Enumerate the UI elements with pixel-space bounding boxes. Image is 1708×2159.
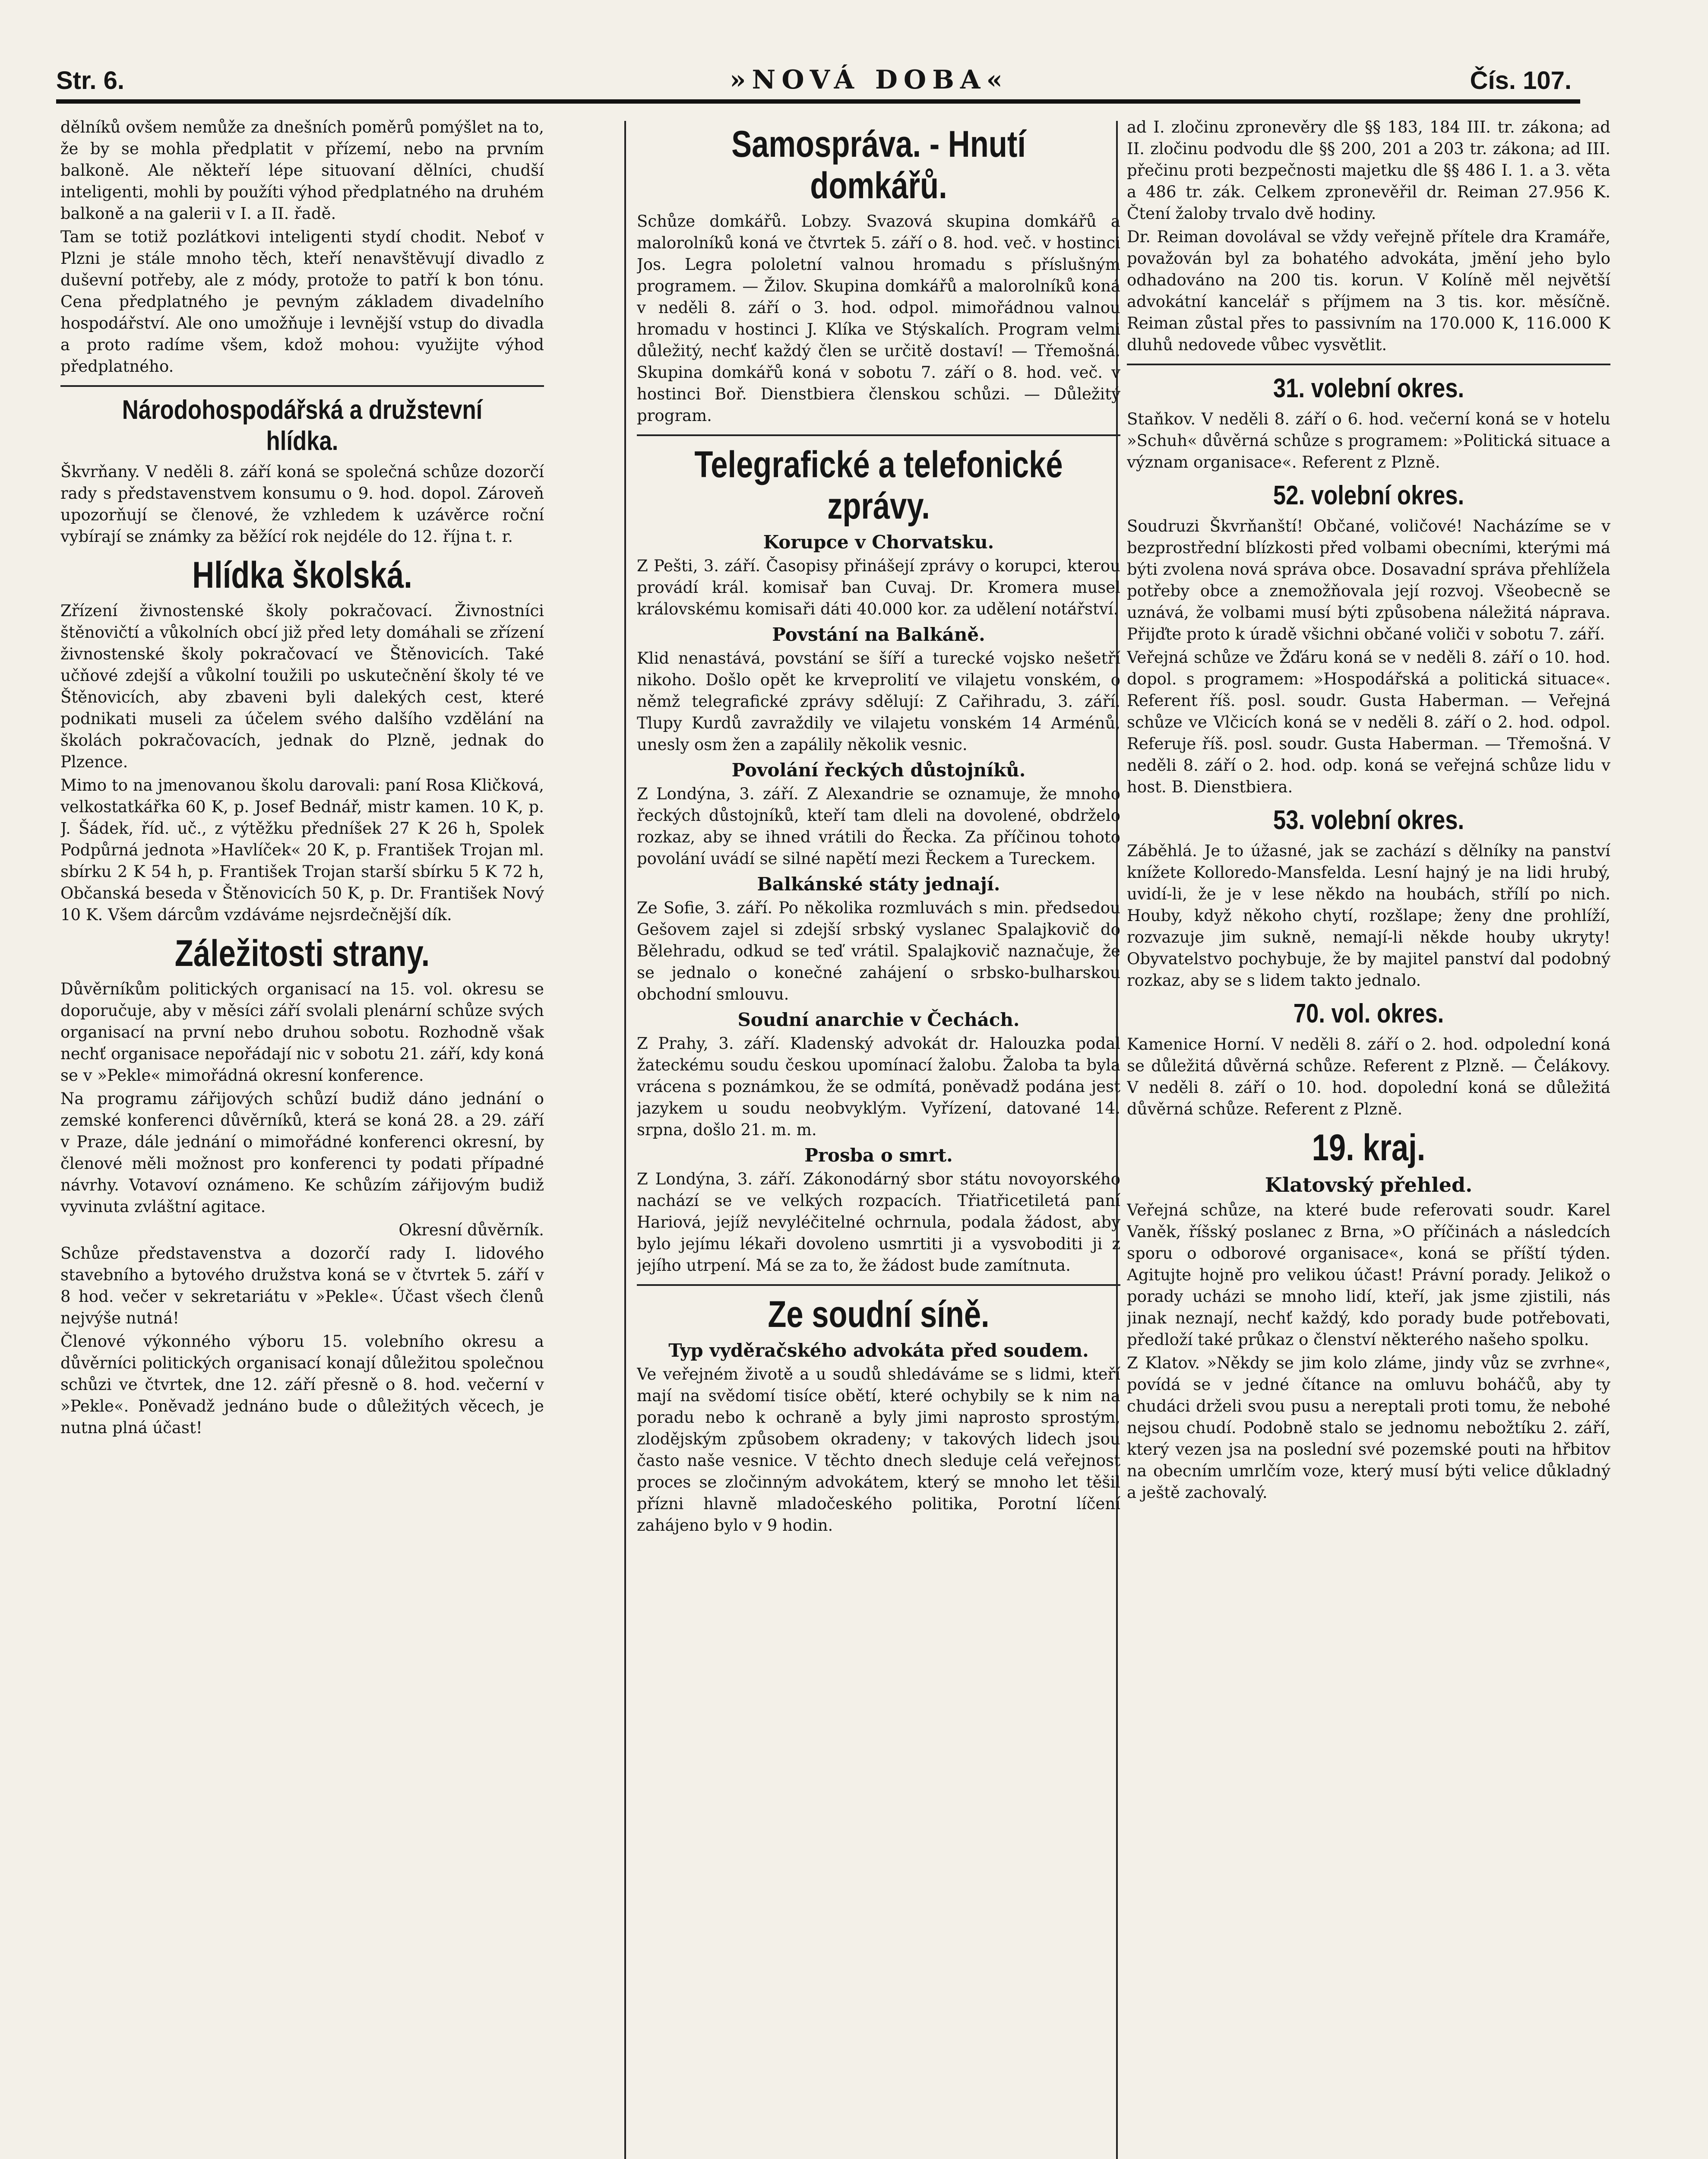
- article-skol: Zřízení živnostenské školy pokračovací. Živnostníci štěnovičtí a vůkolních obcí již před lety domáhali se zřízení živnostenské školy pokračovací ve Štěnovicích. Také učňové zdejší a vůkolní toužili po uskutečnění školy té ve Štěnovicích, aby zbaveni byli dalekých cest, které podnikati museli za účelem svého dalšího vzdělání na školách pokračovacích, jednak do Plzně, jednak do Plzence.: [60, 601, 544, 771]
- divider: [637, 1284, 1120, 1286]
- article-top: ad I. zločinu zpronevěry dle §§ 183, 184 III. tr. zákona; ad II. zločinu podvodu dle §§ 200, 201 a 203 tr. zákona; ad III. přečinu proti bezpečnosti majetku dle §§ 486 I. 1. a 3. věta a 486 tr. zák. Celkem zpronevěřil dr. Reiman 27.956 K. Čtení žaloby trvalo dvě hodiny.: [1127, 118, 1610, 223]
- subheading-smrt: Prosba o smrt.: [804, 1145, 953, 1166]
- page-number: Str. 6.: [56, 66, 124, 95]
- article-strany-4: Členové výkonného výboru 15. volebního okresu a důvěrníci politických organisací konají důležitou společnou schůzi ve čtvrtek, dne 12. září přesně o 8. hod. večerní v »Pekle«. Poněvadž jednáno bude o důležitých věcech, je nutna plná účast!: [60, 1332, 544, 1437]
- heading-19-kraj: 19. kraj.: [1312, 1127, 1426, 1168]
- article-okres-31: Staňkov. V neděli 8. září o 6. hod. večerní koná se v hotelu »Schuh« důvěrná schůze s programem: »Politická situace a význam organisace«. Referent z Plzně.: [1127, 410, 1610, 472]
- subheading-povolani: Povolání řeckých důstojníků.: [731, 760, 1026, 781]
- divider: [637, 434, 1120, 436]
- masthead: [56, 60, 1580, 104]
- article-intro-2: Tam se totiž pozlátkovi inteligenti stydí chodit. Neboť v Plzni je stále mnoho těch, kteří nenavštěvují divadlo z duševní potřeby, ale z módy, protože to patří k bon tónu. Cena předplatného je pevným základem divadelního hospodářství. Ale ono umožňuje i levnější vstup do divadla a proto radíme všem, kdož mohou: využijte výhod předplatného.: [60, 228, 544, 376]
- heading-soudni-sine: Ze soudní síně.: [768, 1294, 990, 1335]
- article-top-2: Dr. Reiman dovolával se vždy veřejně přítele dra Kramáře, považován byl za bohatého advokáta, jmění jeho bylo odhadováno na 200 tis. korun. V Kolíně měl největší advokátní kancelář s příjmem na 3 tis. kor. měsíčně. Reiman zůstal přes to passivním na 170.000 K, 116.000 K dluhů nedovede vůbec vysvětlit.: [1127, 228, 1610, 354]
- heading-okres-53: 53. volební okres.: [1273, 805, 1464, 835]
- heading-okres-52: 52. volební okres.: [1273, 481, 1464, 510]
- subheading-staty: Balkánské státy jednají.: [757, 874, 1000, 895]
- subheading-balkan: Povstání na Balkáně.: [772, 624, 985, 645]
- column-left: [60, 117, 544, 2159]
- subheading-typ: Typ vyděračského advokáta před soudem.: [668, 1340, 1089, 1361]
- article-soud: Z Prahy, 3. září. Kladenský advokát dr. Halouzka podal žateckému soudu českou upomínací žalobu. Žaloba ta byla vrácena s poznámkou, že se odmítá, poněvadž podána jest jazykem u soudu neobvyklým. Vyřízení, datované 14. srpna, došlo 21. m. m.: [637, 1034, 1120, 1139]
- issue-number: Čís. 107.: [1470, 66, 1572, 95]
- heading-okres-70: 70. vol. okres.: [1293, 999, 1444, 1029]
- article-intro: dělníků ovšem nemůže za dnešních poměrů pomýšlet na to, že by se mohla předplatit v přízemí, nebo na prvním balkoně. Ale někteří lépe situovaní dělníci, chudší inteligenti, mohli by použíti výhod předplatného na druhém balkoně a na galerii v I. a II. řadě.: [60, 118, 544, 223]
- heading-telegraficke: Telegrafické a telefonické zprávy.: [694, 444, 1063, 527]
- article-klat: Veřejná schůze, na které bude referovati soudr. Karel Vaněk, říšský poslanec z Brna, »O příčinách a následcích sporu o odborové organisace«, koná se příští týden. Agitujte hojně pro velikou účast! Právní porady. Jelikož o porady ucházi se mnoho lidí, kteří, jak jsme zjistili, nás jinak neznají, nechť každý, kdo porady bude potřebovati, předloží také průkaz o členství některého našeho spolku.: [1127, 1201, 1610, 1349]
- subheading-korupce: Korupce v Chorvatsku.: [763, 532, 994, 553]
- newspaper-title: »NOVÁ DOBA«: [730, 65, 1009, 95]
- article-klat-2: Z Klatov. »Někdy se jim kolo zláme, jindy vůz se zvrhne«, povídá se v jedné čítance na omluvu boháčů, aby ty chudáci drželi svou pusu a nereptali proti tomu, že nebohé nejsou chudí. Podobně stalo se jednomu nebožtíku 2. září, který vezen jsa na poslední své pozemské pouti na hřbitov na obecním umrlčím voze, který musí býti velice důkladný a ještě zachovalý.: [1127, 1354, 1610, 1502]
- divider: [60, 385, 544, 387]
- subheading-klatovsky: Klatovský přehled.: [1265, 1173, 1473, 1197]
- article-staty: Ze Sofie, 3. září. Po několika rozmluvách s min. předsedou Gešovem zajel si zdejší srbský vyslanec Spalajkovič do Bělehradu, odkud se teď vrátil. Spalajkovič naznačuje, že se jednalo o konečné zahájení o srbsko-bulharskou obchodní smlouvu.: [637, 899, 1120, 1004]
- article-sine: Ve veřejném životě a u soudů shledáváme se s lidmi, kteří mají na svědomí tisíce obětí, které ochybily se k nim na poradu nebo k ochraně a byly jimi naprosto sprostým, zlodějským způsobem okradeny; v takových lidech jsou často naše vesnice. V těchto dnech sleduje celá veřejnost proces se zločinným advokátem, který se mnoho let těšil přízni hlavně mladočeského politika, Porotní líčení zahájeno bylo v 9 hodin.: [637, 1365, 1120, 1535]
- heading-zalezitosti-strany: Záležitosti strany.: [174, 933, 430, 974]
- heading-okres-31: 31. volební okres.: [1273, 374, 1464, 403]
- article-narod: Škvrňany. V neděli 8. září koná se společná schůze dozorčí rady s představenstvem konsumu o 9. hod. dopol. Zároveň upozorňují se členové, že vzhledem k uzávěrce roční vybírají se známky za běžící rok nejdéle do 12. října t. r.: [60, 462, 544, 546]
- article-samo: Schůze domkářů. Lobzy. Svazová skupina domkářů a malorolníků koná ve čtvrtek 5. září o 8. hod. več. v hostinci Jos. Legra pololetní valnou hromadu s příslušným programem. — Žilov. Skupina domkářů a malorolníků koná v neděli 8. září o 3. hod. odpol. mimořádnou valnou hromadu v hostinci J. Klíka ve Stýskalích. Program velmi důležitý, nechť každý člen se určitě dostaví! — Třemošná. Skupina domkářů koná v sobotu 7. září o 8. hod. več. v hostinci Boř. Dienstbiera členskou schůzi. — Důležitý program.: [637, 212, 1120, 425]
- heading-samosprava: Samospráva. - Hnutí domkářů.: [731, 123, 1026, 206]
- article-okres-52: Soudruzi Škvrňanští! Občané, voličové! Nacházíme se v bezprostřední blízkosti před volbami obecními, kterými má býti zvolena nová správa obce. Dosavadní správa přehlížela potřeby obce a znemožňovala její rozvoj. Všeobecně se uznává, že volbami musí býti způsobena náležitá náprava. Přijďte proto k úradě všichni občané voliči v sobotu 7. září.: [1127, 517, 1610, 643]
- column-rule-1: [624, 121, 626, 2159]
- article-povolani: Z Londýna, 3. září. Z Alexandrie se oznamuje, že mnoho řeckých důstojníků, kteří tam dleli na dovolené, obdrželo rozkaz, aby se ihned vrátili do Řecka. Za příčinou tohoto povolání uvádí se silné napětí mezi Řeckem a Tureckem.: [637, 785, 1120, 868]
- article-balkan: Klid nenastává, povstání se šíří a turecké vojsko nešetří nikoho. Došlo opět ke krveprolití ve vilajetu vonském, o němž telegrafické zprávy sdělují: Z Cařihradu, 3. září. Tlupy Kurdů zavraždily ve vilajetu vonském 14 Arménů, unesly osm žen a zapálily několik vesnic.: [637, 649, 1120, 754]
- article-okres-52b: Veřejná schůze ve Žďáru koná se v neděli 8. září o 10. hod. dopol. s programem: »Hospodářská a politická situace«. Referent říš. posl. soudr. Gusta Haberman. — Veřejná schůze ve Vlčicích koná se v neděli 8. září o 2. hod. odpol. Referuje říš. posl. soudr. Gusta Haberman. — Třemošná. V neděli 8. září o 2. hod. odp. koná se veřejná schůze lidu v host. B. Dienstbiera.: [1127, 648, 1610, 796]
- article-skol-2: Mimo to na jmenovanou školu darovali: paní Rosa Kličková, velkostatkářka 60 K, p. Josef Bednář, mistr kamen. 10 K, p. J. Šádek, říd. uč., z výtěžku předníšek 27 K 26 h, Spolek Podpůrná jednota »Havlíček« 20 K, p. František Trojan ml. sbírku 2 K 54 h, p. František Trojan starší sbírku 5 K 72 h, Občanská beseda v Štěnovicích 50 K, p. Dr. František Nový 10 K. Všem dárcům vzdáváme nejsrdečnější dík.: [60, 776, 544, 924]
- divider: [1127, 364, 1610, 365]
- heading-narodohospodarska: Národohospodářská a družstevní hlídka.: [122, 395, 483, 456]
- signature: Okresní důvěrník.: [399, 1221, 544, 1239]
- article-smrt: Z Londýna, 3. září. Zákonodárný sbor státu novoyorského nachází se ve velkých rozpacích. Třiatřicetiletá paní Hariová, jejíž nevyléčitelné ochrnula, podala žádost, aby bylo jejímu lékaři dovoleno usmrtiti ji a vysvoboditi ji z jejího utrpení. Má se za to, že žádost bude zamítnuta.: [637, 1170, 1120, 1275]
- article-korupce: Z Pešti, 3. září. Časopisy přinášejí zprávy o korupci, kterou provádí král. komisař ban Cuvaj. Dr. Kromera musel královskému komisaři dáti 40.000 kor. za udělení notářství.: [637, 557, 1120, 618]
- article-strany-2: Na programu zářijových schůzí budiž dáno jednání o zemské konferenci důvěrníků, která se koná 28. a 29. září v Praze, dále jednání o mimořádné konferenci okresní, by členové měli možnost pro konferenci ty podati případné návrhy. Votavoví oznámeno. Ke schůzím zářijovým budiž vyvinuta zvláštní agitace.: [60, 1089, 544, 1216]
- article-strany-3: Schůze představenstva a dozorčí rady I. lidového stavebního a bytového družstva koná se v čtvrtek 5. září v 8 hod. večer v sekretariátu v »Pekle«. Účast všech členů nejvýše nutná!: [60, 1244, 544, 1327]
- subheading-soud: Soudní anarchie v Čechách.: [737, 1009, 1020, 1030]
- article-okres-53: Záběhlá. Je to úžasné, jak se zachází s dělníky na panství knížete Kolloredo-Mansfelda. Lesní hajný je na lidi hrubý, uvidí-li, že je v lese někdo na houbách, střílí po nich. Houby, když někoho chytí, rozšlape; ženy dne prohlíží, rozvazuje jim sukně, nemají-li někde houby ukryty! Obyvatelstvo pochybuje, že by majitel panství dal podobný rozkaz, aby se s lidem takto jednalo.: [1127, 842, 1610, 990]
- article-strany: Důvěrníkům politických organisací na 15. vol. okresu se doporučuje, aby v měsíci září svolali plenární schůze svých organisací na první nebo druhou sobotu. Rozhodně však nechť organisace nepořádají nic v sobotu 21. září, kdy koná se v »Pekle« mimořádná okresní konference.: [60, 980, 544, 1085]
- heading-hlidka-skolska: Hlídka školská.: [192, 554, 412, 596]
- column-middle: [637, 117, 1120, 2159]
- article-okres-70: Kamenice Horní. V neděli 8. září o 2. hod. odpolední koná se důležitá důvěrná schůze. Referent z Plzně. — Čelákovy. V neděli 8. září o 10. hod. dopolední koná se důležitá důvěrná schůze. Referent z Plzně.: [1127, 1035, 1610, 1118]
- column-right: [1127, 117, 1610, 2159]
